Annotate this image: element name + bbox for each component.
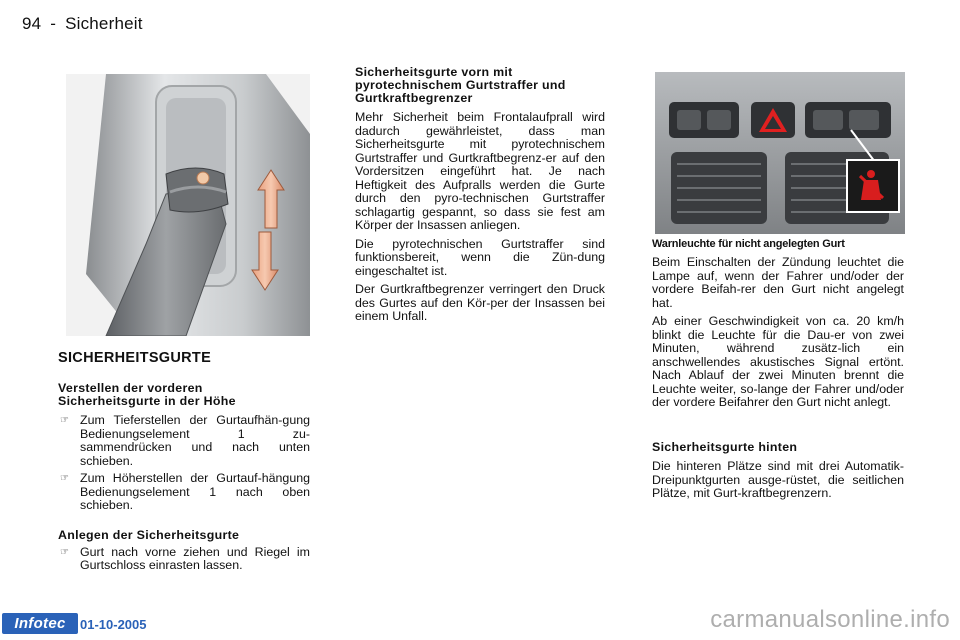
adjust-heading-line1: Verstellen der vorderen [58, 381, 203, 395]
adjust-item-1: Zum Tieferstellen der Gurtaufhän-gung Bedienungselement 1 zu-sammendrücken und nach unten schieben. [80, 413, 310, 468]
rear-paragraph-1: Die hinteren Plätze sind mit drei Automatik-Dreipunktgurten ausge-rüstet, die seitlichen Plätze, mit Gurt-kraftbegrenzern. [652, 459, 904, 500]
warning-paragraph-1: Beim Einschalten der Zündung leuchtet die Lampe auf, wenn der Fahrer und/oder der vordere Beifah-rer den Gurt nicht angelegt hat. [652, 255, 904, 310]
pointing-hand-icon: ☞ [60, 546, 69, 558]
warning-heading: Warnleuchte für nicht angelegten Gurt [652, 238, 845, 250]
header-dash: - [50, 14, 57, 33]
footer-date: 01-10-2005 [80, 617, 147, 632]
front-heading-line3: Gurtkraftbegrenzer [355, 91, 473, 105]
front-paragraph-3: Der Gurtkraftbegrenzer verringert den Druck des Gurtes auf den Kör-per der Insassen bei einem Unfall. [355, 282, 605, 323]
pointing-hand-icon: ☞ [60, 473, 69, 484]
rear-heading: Sicherheitsgurte hinten [652, 440, 798, 454]
adjust-heading-line2: Sicherheitsgurte in der Höhe [58, 394, 236, 408]
belt-height-adjuster-illustration [66, 74, 310, 336]
adjust-item-2: Zum Höherstellen der Gurtauf-hängung Bedienungselement 1 nach oben schieben. [80, 471, 310, 512]
dashboard-warning-lamp-illustration [655, 72, 905, 234]
watermark: carmanualsonline.info [710, 606, 950, 633]
list-item [58, 546, 310, 573]
section-title: Sicherheit [65, 14, 143, 33]
front-heading-line2: pyrotechnischem Gurtstraffer und [355, 78, 566, 92]
front-paragraph-1: Mehr Sicherheit beim Frontalaufprall wird dadurch gewährleistet, dass man Sicherheitsgurte mit pyrotechnischem Gurtstraffer und Gurtkraftbegrenz-er auf den Vordersitzen eingeführt hat. Je nach Heftigkeit des Aufpralls werden die Gurte durch den pyro-technischen Gurtstraffer schlagartig gespannt, so dass sie fest am Körper der Insassen anliegen. [355, 110, 605, 232]
list-item [58, 472, 310, 513]
main-title: SICHERHEITSGURTE [58, 350, 212, 366]
page-number: 94 [22, 14, 42, 33]
front-paragraph-2: Die pyrotechnischen Gurtstraffer sind funktionsbereit, wenn die Zün-dung eingeschaltet ist. [355, 236, 605, 278]
fasten-heading: Anlegen der Sicherheitsgurte [58, 527, 240, 542]
fasten-item-1: Gurt nach vorne ziehen und Riegel im Gurtschloss einrasten lassen. [80, 544, 310, 572]
pointing-hand-icon: ☞ [60, 415, 69, 426]
page-header [22, 14, 147, 34]
infotec-logo: Infotec [2, 613, 78, 634]
front-heading-line1: Sicherheitsgurte vorn mit [355, 65, 513, 79]
list-item [58, 414, 310, 468]
warning-paragraph-2: Ab einer Geschwindigkeit von ca. 20 km/h blinkt die Leuchte für die Dau-er von zwei Minuten, während zusätz-lich ein anschwellendes akustisches Signal ertönt. Nach Ablauf der zwei Minuten brennt die Leuchte weiter, so-lange der Fahrer und/oder der vordere Beifahrer den Gurt nicht anlegt. [652, 314, 904, 409]
